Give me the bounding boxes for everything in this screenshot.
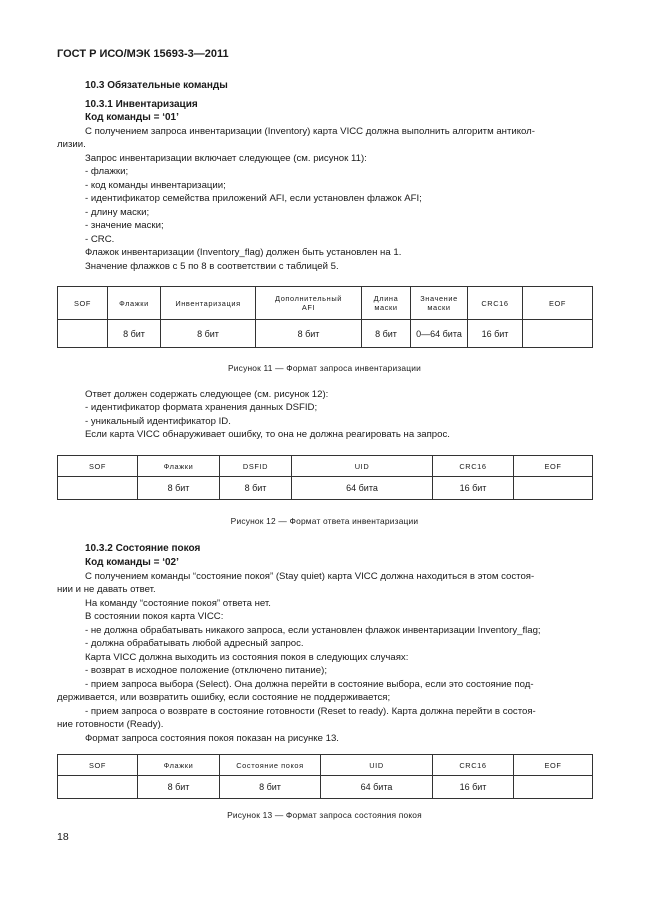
table-row bbox=[58, 477, 593, 500]
paragraph-line: лизии. bbox=[57, 139, 86, 150]
list-item: - возврат в исходное положение (отключено питание); bbox=[85, 665, 327, 676]
paragraph-line: С получением команды “состояние покоя” (Stay quiet) карта VICC должна находиться в этом состоя- bbox=[85, 571, 535, 582]
paragraph-line: Запрос инвентаризации включает следующее (см. рисунок 11): bbox=[85, 153, 367, 164]
list-item: - длину маски; bbox=[85, 207, 150, 218]
paragraph-line: Если карта VICC обнаруживает ошибку, то она не должна реагировать на запрос. bbox=[85, 429, 450, 440]
header-cell: Флажки bbox=[138, 456, 220, 477]
header-cell: EOF bbox=[514, 456, 593, 477]
list-item: - значение маски; bbox=[85, 220, 164, 231]
paragraph-line: С получением запроса инвентаризации (Inventory) карта VICC должна выполнить алгоритм антикол- bbox=[85, 126, 535, 137]
value-cell bbox=[58, 776, 138, 799]
section-title-10-3: 10.3 Обязательные команды bbox=[85, 80, 228, 91]
table-header-row bbox=[58, 456, 593, 477]
header-line: AFI bbox=[301, 303, 316, 312]
table-header-row bbox=[58, 287, 593, 320]
list-item: - прием запроса о возврате в состояние готовности (Reset to ready). Карта должна перейти в состоя- bbox=[85, 706, 536, 717]
subsection-title-inventory: 10.3.1 Инвентаризация bbox=[85, 99, 198, 110]
header-cell: CRC16 bbox=[433, 755, 514, 776]
header-cell: UID bbox=[321, 755, 433, 776]
list-item: - прием запроса выбора (Select). Она должна перейти в состояние выбора, если это состояние под- bbox=[85, 679, 534, 690]
table-row bbox=[58, 776, 593, 799]
value-cell: 16 бит bbox=[468, 320, 523, 348]
value-cell bbox=[58, 477, 138, 500]
header-cell: Состояние покоя bbox=[220, 755, 321, 776]
header-cell: CRC16 bbox=[468, 287, 523, 320]
value-cell: 8 бит bbox=[220, 776, 321, 799]
list-item: - CRC. bbox=[85, 234, 115, 245]
inventory-command-code: Код команды = ‘01’ bbox=[85, 112, 179, 123]
header-cell: UID bbox=[292, 456, 433, 477]
header-line: Дополнительный bbox=[275, 294, 342, 303]
figure-13-table bbox=[57, 754, 593, 799]
header-line: маски bbox=[427, 303, 451, 312]
figure-12-table bbox=[57, 455, 593, 500]
value-cell: 16 бит bbox=[433, 776, 514, 799]
value-cell bbox=[523, 320, 593, 348]
header-cell: SOF bbox=[58, 456, 138, 477]
value-cell: 16 бит bbox=[433, 477, 514, 500]
paragraph-line: нии и не давать ответ. bbox=[57, 584, 156, 595]
header-cell: DSFID bbox=[220, 456, 292, 477]
value-cell: 8 бит bbox=[108, 320, 161, 348]
figure-11-table bbox=[57, 286, 593, 348]
paragraph-line: Формат запроса состояния покоя показан на рисунке 13. bbox=[85, 733, 339, 744]
list-item: - должна обрабатывать любой адресный запрос. bbox=[85, 638, 304, 649]
value-cell: 64 бита bbox=[292, 477, 433, 500]
value-cell: 0—64 бита bbox=[411, 320, 468, 348]
header-line: Длина bbox=[373, 294, 399, 303]
table-header-row bbox=[58, 755, 593, 776]
header-cell: SOF bbox=[58, 287, 108, 320]
value-cell: 8 бит bbox=[220, 477, 292, 500]
paragraph-line: Флажок инвентаризации (Inventory_flag) должен быть установлен на 1. bbox=[85, 247, 402, 258]
value-cell: 8 бит bbox=[256, 320, 362, 348]
value-cell bbox=[58, 320, 108, 348]
value-cell: 8 бит bbox=[138, 776, 220, 799]
list-item: - флажки; bbox=[85, 166, 129, 177]
header-cell: EOF bbox=[523, 287, 593, 320]
header-cell: SOF bbox=[58, 755, 138, 776]
stay-quiet-command-code: Код команды = ‘02’ bbox=[85, 557, 179, 568]
list-item: - идентификатор формата хранения данных DSFID; bbox=[85, 402, 318, 413]
paragraph-line: В состоянии покоя карта VICC: bbox=[85, 611, 224, 622]
header-cell: Инвентаризация bbox=[161, 287, 256, 320]
page-number: 18 bbox=[57, 831, 69, 843]
value-cell bbox=[514, 776, 593, 799]
header-line: Значение bbox=[420, 294, 458, 303]
paragraph-line: Ответ должен содержать следующее (см. рисунок 12): bbox=[85, 389, 329, 400]
document-header: ГОСТ Р ИСО/МЭК 15693-3—2011 bbox=[57, 48, 229, 60]
list-item: - уникальный идентификатор ID. bbox=[85, 416, 231, 427]
header-line: маски bbox=[374, 303, 398, 312]
list-item-continuation: держивается, или возвратить ошибку, если состояние не поддерживается; bbox=[57, 692, 391, 703]
subsection-title-stay-quiet: 10.3.2 Состояние покоя bbox=[85, 543, 201, 554]
header-cell bbox=[411, 287, 468, 320]
list-item-continuation: ние готовности (Ready). bbox=[57, 719, 164, 730]
list-item: - не должна обрабатывать никакого запроса, если установлен флажок инвентаризации Inventory_flag; bbox=[85, 625, 541, 636]
header-cell: Флажки bbox=[138, 755, 220, 776]
header-cell: CRC16 bbox=[433, 456, 514, 477]
value-cell: 8 бит bbox=[138, 477, 220, 500]
value-cell bbox=[514, 477, 593, 500]
table-row bbox=[58, 320, 593, 348]
list-item: - идентификатор семейства приложений AFI, если установлен флажок AFI; bbox=[85, 193, 422, 204]
header-cell: Флажки bbox=[108, 287, 161, 320]
header-cell: EOF bbox=[514, 755, 593, 776]
header-cell bbox=[362, 287, 411, 320]
figure-12-caption: Рисунок 12 — Формат ответа инвентаризации bbox=[230, 516, 419, 526]
value-cell: 8 бит bbox=[161, 320, 256, 348]
value-cell: 64 бита bbox=[321, 776, 433, 799]
paragraph-line: Карта VICC должна выходить из состояния покоя в следующих случаях: bbox=[85, 652, 409, 663]
list-item: - код команды инвентаризации; bbox=[85, 180, 226, 191]
figure-11-caption: Рисунок 11 — Формат запроса инвентаризации bbox=[228, 363, 421, 373]
value-cell: 8 бит bbox=[362, 320, 411, 348]
figure-13-caption: Рисунок 13 — Формат запроса состояния покоя bbox=[227, 810, 422, 820]
paragraph-line: На команду “состояние покоя” ответа нет. bbox=[85, 598, 271, 609]
paragraph-line: Значение флажков с 5 по 8 в соответствии с таблицей 5. bbox=[85, 261, 339, 272]
header-cell bbox=[256, 287, 362, 320]
